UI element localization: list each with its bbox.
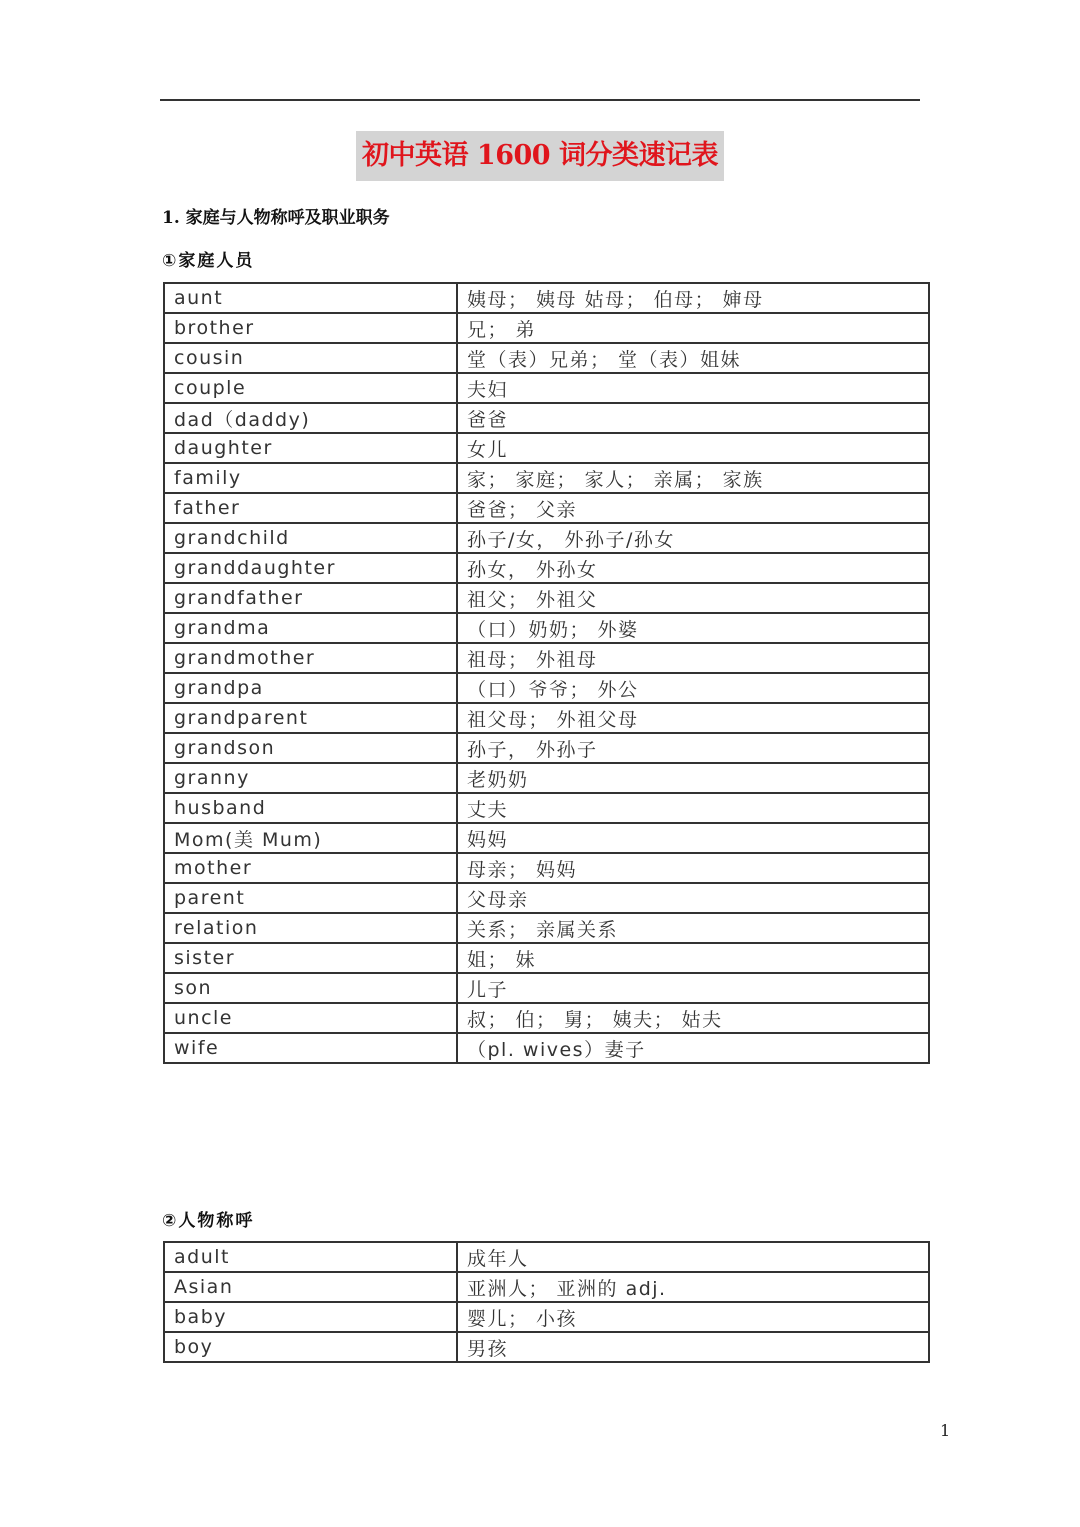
table-row	[164, 1242, 929, 1272]
table-row	[164, 613, 929, 643]
chinese-meaning-cell: 祖父； 外祖父	[457, 583, 929, 613]
chinese-meaning-cell: 叔； 伯； 舅； 姨夫； 姑夫	[457, 1003, 929, 1033]
document-title: 初中英语 1600 词分类速记表	[356, 131, 724, 181]
section-number: 1.	[162, 208, 180, 228]
english-word-cell: uncle	[164, 1003, 457, 1033]
english-word-cell: husband	[164, 793, 457, 823]
table-row	[164, 583, 929, 613]
chinese-meaning-cell: 姨母； 姨母 姑母； 伯母； 婶母	[457, 283, 929, 313]
section-heading	[162, 203, 390, 228]
english-word-cell: daughter	[164, 433, 457, 463]
table-row	[164, 493, 929, 523]
chinese-meaning-cell: 姐； 妹	[457, 943, 929, 973]
chinese-meaning-cell: 孙子， 外孙子	[457, 733, 929, 763]
chinese-meaning-cell: 父母亲	[457, 883, 929, 913]
chinese-meaning-cell: 儿子	[457, 973, 929, 1003]
english-word-cell: son	[164, 973, 457, 1003]
chinese-meaning-cell: 孙女， 外孙女	[457, 553, 929, 583]
family-members-table	[163, 282, 930, 1064]
english-word-cell: grandma	[164, 613, 457, 643]
english-word-cell: grandmother	[164, 643, 457, 673]
section-title: 家庭与人物称呼及职业职务	[185, 208, 390, 228]
english-word-cell: cousin	[164, 343, 457, 373]
table-row	[164, 883, 929, 913]
chinese-meaning-cell: 关系； 亲属关系	[457, 913, 929, 943]
table-row	[164, 1272, 929, 1302]
english-word-cell: family	[164, 463, 457, 493]
table-row	[164, 733, 929, 763]
chinese-meaning-cell: 祖母； 外祖母	[457, 643, 929, 673]
table-row	[164, 763, 929, 793]
table-row	[164, 523, 929, 553]
chinese-meaning-cell: 女儿	[457, 433, 929, 463]
table-row	[164, 673, 929, 703]
table-row	[164, 373, 929, 403]
table-row	[164, 643, 929, 673]
chinese-meaning-cell: （口）爷爷； 外公	[457, 673, 929, 703]
english-word-cell: granny	[164, 763, 457, 793]
table-row	[164, 1003, 929, 1033]
chinese-meaning-cell: 妈妈	[457, 823, 929, 853]
table-row	[164, 283, 929, 313]
table-body	[164, 283, 929, 1063]
table-row	[164, 1332, 929, 1362]
english-word-cell: grandson	[164, 733, 457, 763]
chinese-meaning-cell: 男孩	[457, 1332, 929, 1362]
table-row	[164, 793, 929, 823]
subsection-heading-family-members: ①家庭人员	[162, 251, 255, 271]
table-row	[164, 1302, 929, 1332]
chinese-meaning-cell: 家； 家庭； 家人； 亲属； 家族	[457, 463, 929, 493]
english-word-cell: parent	[164, 883, 457, 913]
table-row	[164, 553, 929, 583]
chinese-meaning-cell: 婴儿； 小孩	[457, 1302, 929, 1332]
table-row	[164, 973, 929, 1003]
english-word-cell: sister	[164, 943, 457, 973]
english-word-cell: father	[164, 493, 457, 523]
english-word-cell: granddaughter	[164, 553, 457, 583]
table-row	[164, 943, 929, 973]
english-word-cell: mother	[164, 853, 457, 883]
table-row	[164, 823, 929, 853]
chinese-meaning-cell: （口）奶奶； 外婆	[457, 613, 929, 643]
english-word-cell: baby	[164, 1302, 457, 1332]
chinese-meaning-cell: 老奶奶	[457, 763, 929, 793]
english-word-cell: Asian	[164, 1272, 457, 1302]
page-number: 1	[940, 1421, 951, 1440]
person-titles-table	[163, 1241, 930, 1363]
table-row	[164, 853, 929, 883]
chinese-meaning-cell: （pl. wives）妻子	[457, 1033, 929, 1063]
table-row	[164, 463, 929, 493]
subsection-heading-person-titles: ②人物称呼	[162, 1211, 255, 1231]
chinese-meaning-cell: 爸爸； 父亲	[457, 493, 929, 523]
english-word-cell: aunt	[164, 283, 457, 313]
english-word-cell: grandchild	[164, 523, 457, 553]
table-row	[164, 913, 929, 943]
chinese-meaning-cell: 兄； 弟	[457, 313, 929, 343]
header-rule	[160, 99, 920, 101]
chinese-meaning-cell: 母亲； 妈妈	[457, 853, 929, 883]
english-word-cell: grandparent	[164, 703, 457, 733]
english-word-cell: boy	[164, 1332, 457, 1362]
chinese-meaning-cell: 夫妇	[457, 373, 929, 403]
chinese-meaning-cell: 祖父母； 外祖父母	[457, 703, 929, 733]
table-row	[164, 403, 929, 433]
english-word-cell: couple	[164, 373, 457, 403]
english-word-cell: wife	[164, 1033, 457, 1063]
english-word-cell: brother	[164, 313, 457, 343]
english-word-cell: relation	[164, 913, 457, 943]
chinese-meaning-cell: 孙子/女， 外孙子/孙女	[457, 523, 929, 553]
table-body	[164, 1242, 929, 1362]
table-row	[164, 343, 929, 373]
table-row	[164, 1033, 929, 1063]
chinese-meaning-cell: 亚洲人； 亚洲的 adj.	[457, 1272, 929, 1302]
table-row	[164, 313, 929, 343]
table-row	[164, 703, 929, 733]
english-word-cell: grandfather	[164, 583, 457, 613]
chinese-meaning-cell: 丈夫	[457, 793, 929, 823]
english-word-cell: dad（daddy)	[164, 403, 457, 433]
english-word-cell: adult	[164, 1242, 457, 1272]
chinese-meaning-cell: 成年人	[457, 1242, 929, 1272]
english-word-cell: Mom(美 Mum)	[164, 823, 457, 853]
table-row	[164, 433, 929, 463]
title-container	[0, 131, 1080, 181]
chinese-meaning-cell: 爸爸	[457, 403, 929, 433]
chinese-meaning-cell: 堂（表）兄弟； 堂（表）姐妹	[457, 343, 929, 373]
english-word-cell: grandpa	[164, 673, 457, 703]
